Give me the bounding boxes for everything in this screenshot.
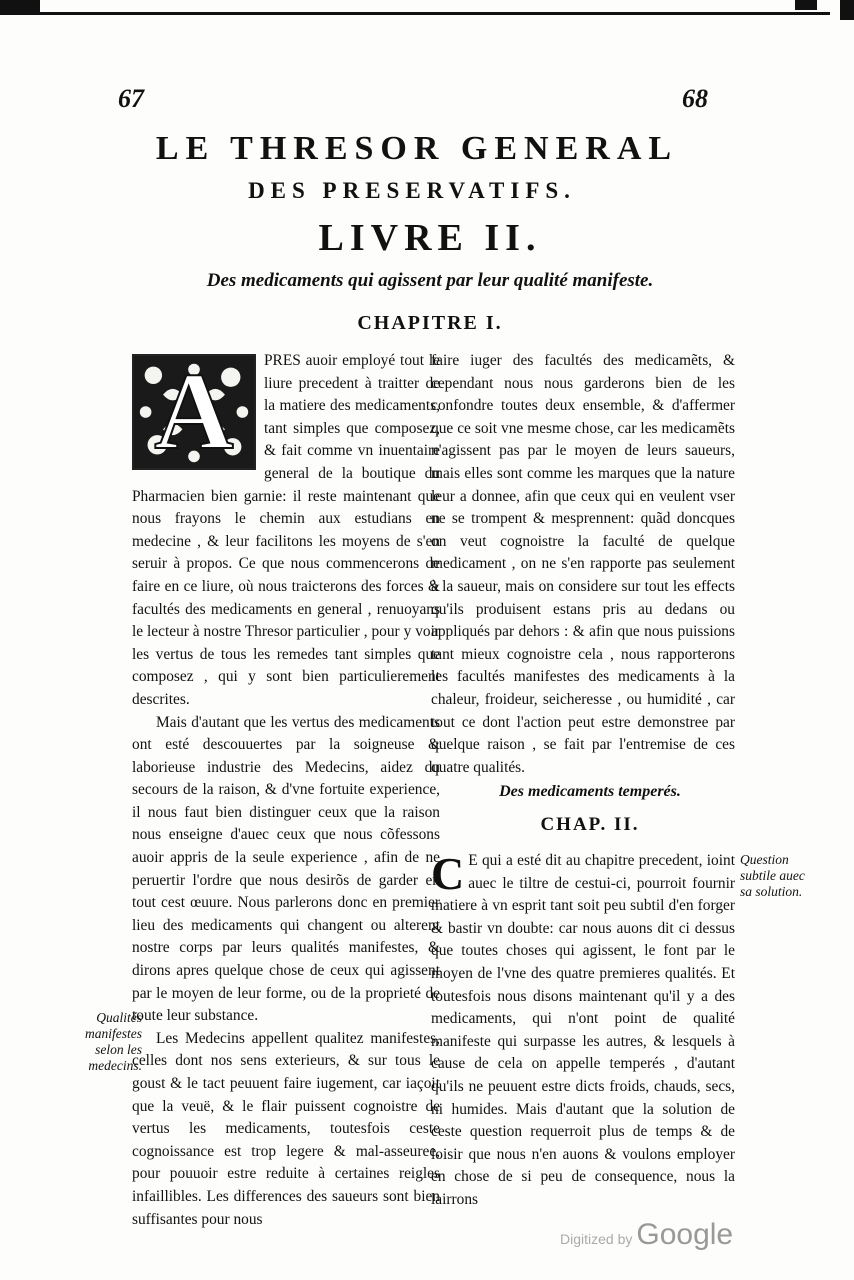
right-page-number: 68 <box>682 84 708 113</box>
book-subtitle: Des medicaments qui agissent par leur qualité manifeste. <box>206 270 654 291</box>
left-column-text <box>132 350 440 1231</box>
google-logo: Google <box>636 1218 734 1251</box>
paragraph-2: Mais d'autant que les vertus des medicaments ont esté descouuertes par la soigneuse & laborieuse industrie des Medecins, aidez du secours de la raison, & d'vne fortuite experience, il nous faut bien distinguer ceux que la raison nous enseigne d'auec ceux que nous cõfessons auoir appris de la seule experience , afin de ne peruertir l'ordre que nous desirõs de garder en tout cest œuure. Nous parlerons donc en premier lieu des medicaments qui changent ou alterent nostre corps par leurs qualités manifestes, & dirons apres quelque chose de ceux qui agissent par le moyen de leur forme, ou de la proprieté de toute leur substance. <box>132 713 440 1025</box>
right-column-text: faire iuger des facultés des medicamẽts, & cependant nous nous garderons bien de les confondre toutes deux ensemble, & d'affermer que ce soit vne mesme chose, car les medicamẽts n'agissent pas par le moyen de leurs saueurs, mais elles sont comme les marques que la nature leur a donnee, afin que ceux qui en veulent vser ne se trompent & mesprennent: quãd doncques on veut cognoistre la faculté de quelque medicament , on ne s'en rapporte pas seulement à la saueur, mais on considere sur tout les effects qu'ils produisent estans pris au dedans ou appliqués par dehors : & afin que nous puissions tant mieux cognoistre cela , nous rapporterons les facultés manifestes des medicaments à la chaleur, froideur, seicheresse , ou humidité , car tout ce dont l'action peut estre demonstree par quelque raison , se fait par l'entremise de ces quatre qualités. <box>431 352 735 776</box>
section-2-title: Des medicaments temperés. <box>499 783 681 800</box>
chapter-2-initial: C <box>431 848 465 899</box>
chapter-2-text <box>431 850 735 1212</box>
left-marginal-note: Qualités manifestes selon les medecins. <box>85 1010 142 1073</box>
main-title: LE THRESOR GENERAL <box>155 130 679 167</box>
chapter-2-body: E qui a esté dit au chapitre precedent, ioint auec le tiltre de cestui-ci, pourroit fournir matiere à vn esprit tant soit peu subtil d'en forger & bastir vn doubte: car nous auons dit ci dessus que toutes choses qui agissent, le font par le moyen de l'vne des quatre premieres qualités. Et toutesfois nous disons maintenant qu'il y a des medicaments, qui n'ont point de qualité manifeste qui surpasse les autres, & lesquels à cause de cela on appelle temperés , d'autant qu'ils ne peuuent estre dicts froids, chauds, secs, ni humides. Mais d'autant que la solution de ceste question requerroit plus de temps & de loisir que nous n'en auons & voulons employer en chose de si peu de consequence, nous la lairrons <box>431 852 735 1208</box>
chapter-1-heading: CHAPITRE I. <box>357 312 503 334</box>
right-marginal-note: Question subtile auec sa solution. <box>740 852 805 899</box>
left-page-number: 67 <box>118 84 144 113</box>
main-title-line2: DES PRESERVATIFS. <box>248 178 576 203</box>
chapter-2-heading: CHAP. II. <box>540 814 640 835</box>
top-border-rule <box>0 0 854 22</box>
paragraph-1: PRES auoir employé tout le liure precedent à traitter de la matiere des medicaments, tant simples que composez, & fait comme vn inuentaire general de la boutique du Pharmacien bien garnie: il reste maintenant que nous frayons le chemin aux estudians en medecine , & leur facilitons les moyens de s'en seruir à propos. Ce que nous commencerons de faire en ce liure, où nous traicterons des forces & facultés des medicaments en general , renuoyans le lecteur à nostre Thresor particulier , pour y voir les vertus de tous les remedes tant simples que composez , qui y sont bien particulierement descrites. <box>132 352 440 708</box>
digitized-by-text: Digitized by <box>560 1231 633 1247</box>
initial-letter: A <box>154 354 234 470</box>
google-watermark <box>560 1218 733 1252</box>
paragraph-3: Les Medecins appellent qualitez manifestes, celles dont nos sens exterieurs, & sur tous le goust & le tact peuuent faire iugement, car iaçoit que la veuë, & le flair puissent cognoistre de vertus les medicaments, toutesfois ceste cognoissance est trop legere & mal-asseuree, pour pouuoir estre reduite à certaines reigles infaillibles. Les differences des saueurs sont bien suffisantes pour nous <box>132 1029 440 1228</box>
ornamental-initial <box>132 354 256 470</box>
book-heading: LIVRE II. <box>318 217 542 259</box>
